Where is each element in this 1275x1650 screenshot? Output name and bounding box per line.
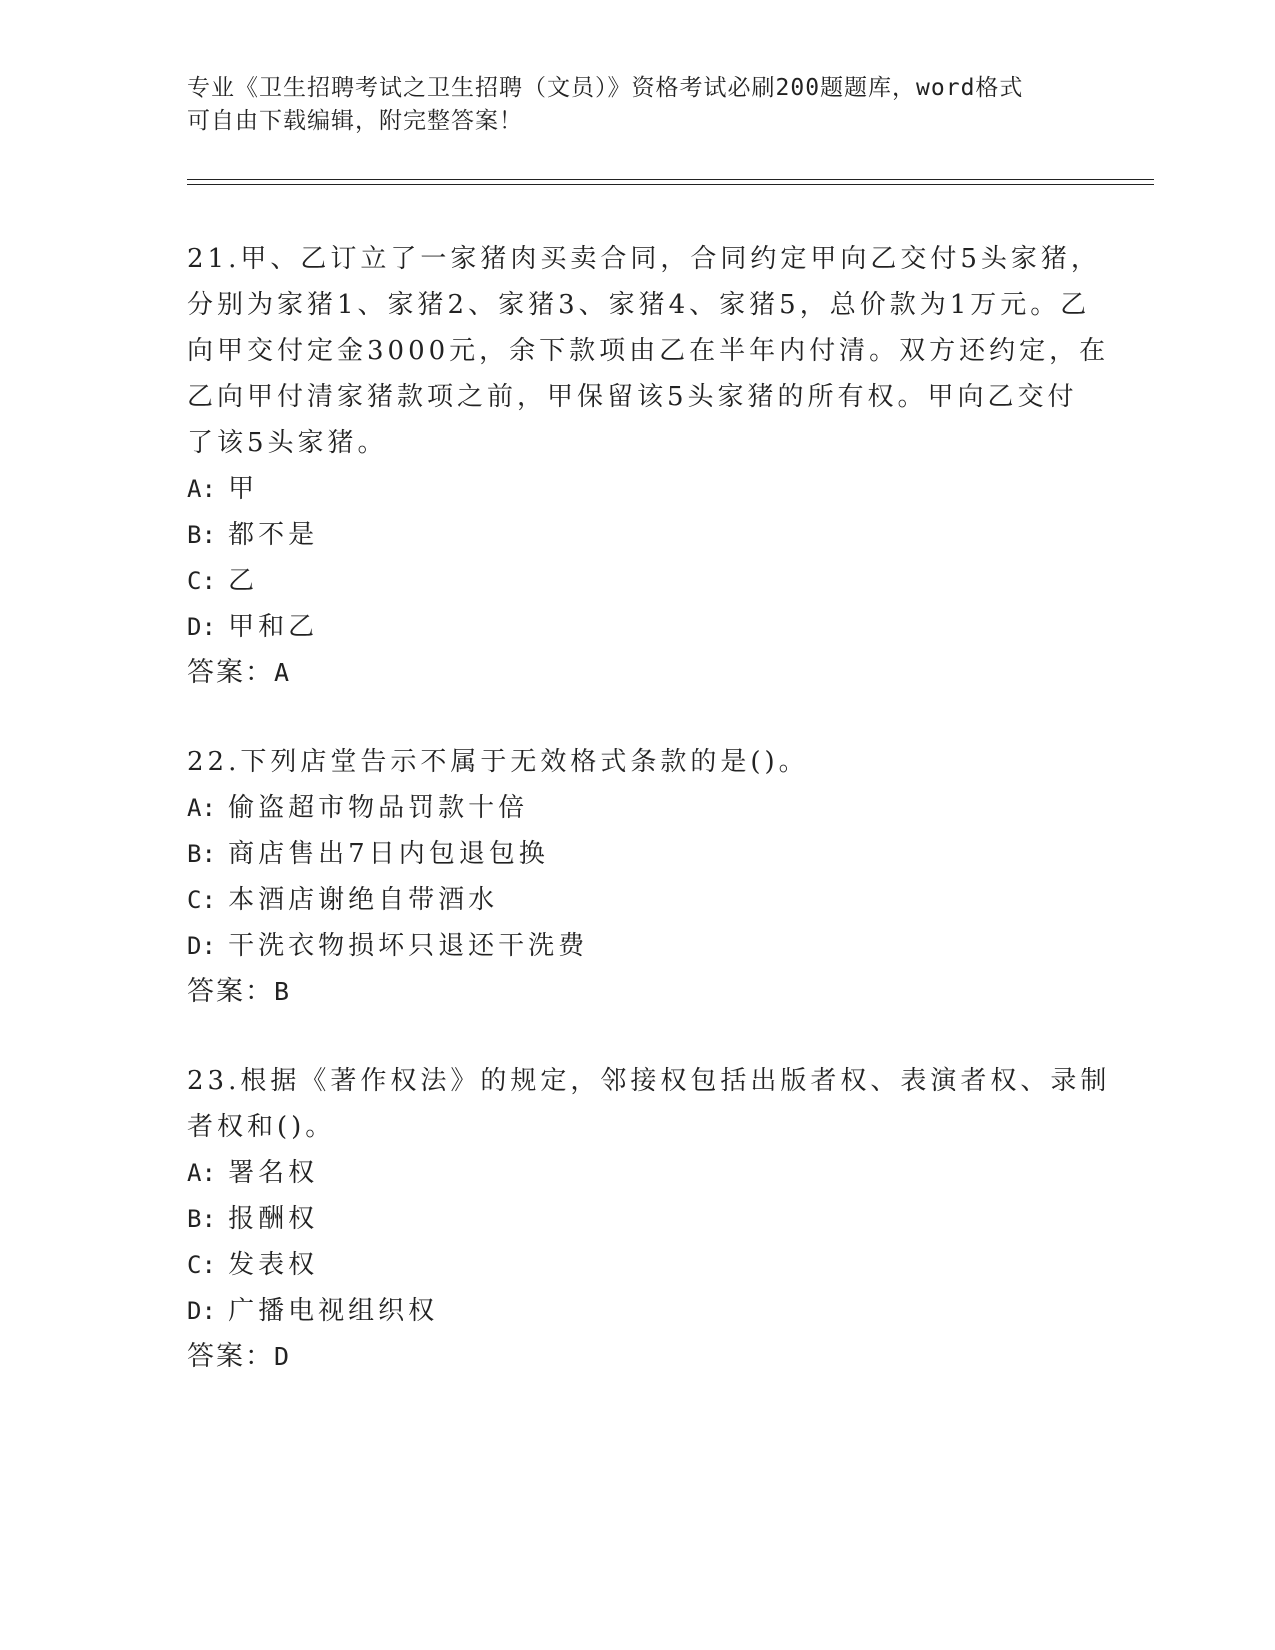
option-text: 商店售出7日内包退包换 xyxy=(228,839,549,869)
option-letter: A: xyxy=(187,475,216,503)
option-letter: D: xyxy=(187,932,216,960)
question-stem-line: 22.下列店堂告示不属于无效格式条款的是()。 xyxy=(187,747,809,777)
option-letter: A: xyxy=(187,1159,216,1187)
answer-value: A xyxy=(274,658,292,687)
option-letter: B: xyxy=(187,840,216,868)
option-d xyxy=(187,1288,1087,1334)
option-letter: C: xyxy=(187,1251,216,1279)
option-a xyxy=(187,785,1087,831)
option-a xyxy=(187,466,1087,512)
question-stem-line: 分别为家猪1、家猪2、家猪3、家猪4、家猪5，总价款为1万元。乙 xyxy=(187,290,1091,320)
option-letter: D: xyxy=(187,613,216,641)
option-b xyxy=(187,831,1087,877)
question-22 xyxy=(187,739,1087,1015)
answer-value: D xyxy=(274,1342,292,1371)
option-a xyxy=(187,1150,1087,1196)
option-text: 都不是 xyxy=(228,520,319,550)
option-text: 广播电视组织权 xyxy=(228,1296,439,1326)
answer-label: 答案： xyxy=(187,976,274,1007)
answer-line xyxy=(187,650,1087,696)
option-letter: C: xyxy=(187,567,216,595)
option-text: 干洗衣物损坏只退还干洗费 xyxy=(228,931,589,961)
header-line-2: 可自由下载编辑，附完整答案！ xyxy=(187,108,523,134)
option-text: 甲 xyxy=(228,474,259,504)
question-stem-line: 向甲交付定金3000元，余下款项由乙在半年内付清。双方还约定，在 xyxy=(187,336,1110,366)
option-letter: B: xyxy=(187,1205,216,1233)
option-letter: A: xyxy=(187,794,216,822)
option-letter: B: xyxy=(187,521,216,549)
option-c xyxy=(187,877,1087,923)
header-line-1: 专业《卫生招聘考试之卫生招聘（文员）》资格考试必刷200题题库，word格式 xyxy=(187,75,1024,101)
option-text: 报酬权 xyxy=(228,1204,319,1234)
option-d xyxy=(187,604,1087,650)
question-stem-line: 乙向甲付清家猪款项之前，甲保留该5头家猪的所有权。甲向乙交付 xyxy=(187,382,1078,412)
answer-label: 答案： xyxy=(187,657,274,688)
answer-label: 答案： xyxy=(187,1341,274,1372)
option-text: 甲和乙 xyxy=(228,612,319,642)
option-text: 发表权 xyxy=(228,1250,319,1280)
question-stem-line: 者权和()。 xyxy=(187,1112,336,1142)
option-text: 偷盗超市物品罚款十倍 xyxy=(228,793,529,823)
answer-line xyxy=(187,1334,1087,1380)
answer-line xyxy=(187,969,1087,1015)
question-stem-line: 21.甲、乙订立了一家猪肉买卖合同，合同约定甲向乙交付5头家猪， xyxy=(187,244,1101,274)
answer-value: B xyxy=(274,977,292,1006)
question-stem-line: 了该5头家猪。 xyxy=(187,428,388,458)
document-header xyxy=(187,72,1077,138)
question-23 xyxy=(187,1058,1111,1380)
question-list xyxy=(187,236,1111,1423)
option-c xyxy=(187,558,1087,604)
option-text: 乙 xyxy=(228,566,259,596)
option-b xyxy=(187,512,1087,558)
header-divider-bottom xyxy=(187,184,1154,185)
question-stem-line: 23.根据《著作权法》的规定，邻接权包括出版者权、表演者权、录制 xyxy=(187,1066,1111,1096)
option-text: 署名权 xyxy=(228,1158,319,1188)
option-letter: D: xyxy=(187,1297,216,1325)
option-letter: C: xyxy=(187,886,216,914)
header-divider-top xyxy=(187,179,1154,180)
option-b xyxy=(187,1196,1087,1242)
option-text: 本酒店谢绝自带酒水 xyxy=(228,885,499,915)
option-c xyxy=(187,1242,1087,1288)
question-21 xyxy=(187,236,1110,696)
option-d xyxy=(187,923,1087,969)
